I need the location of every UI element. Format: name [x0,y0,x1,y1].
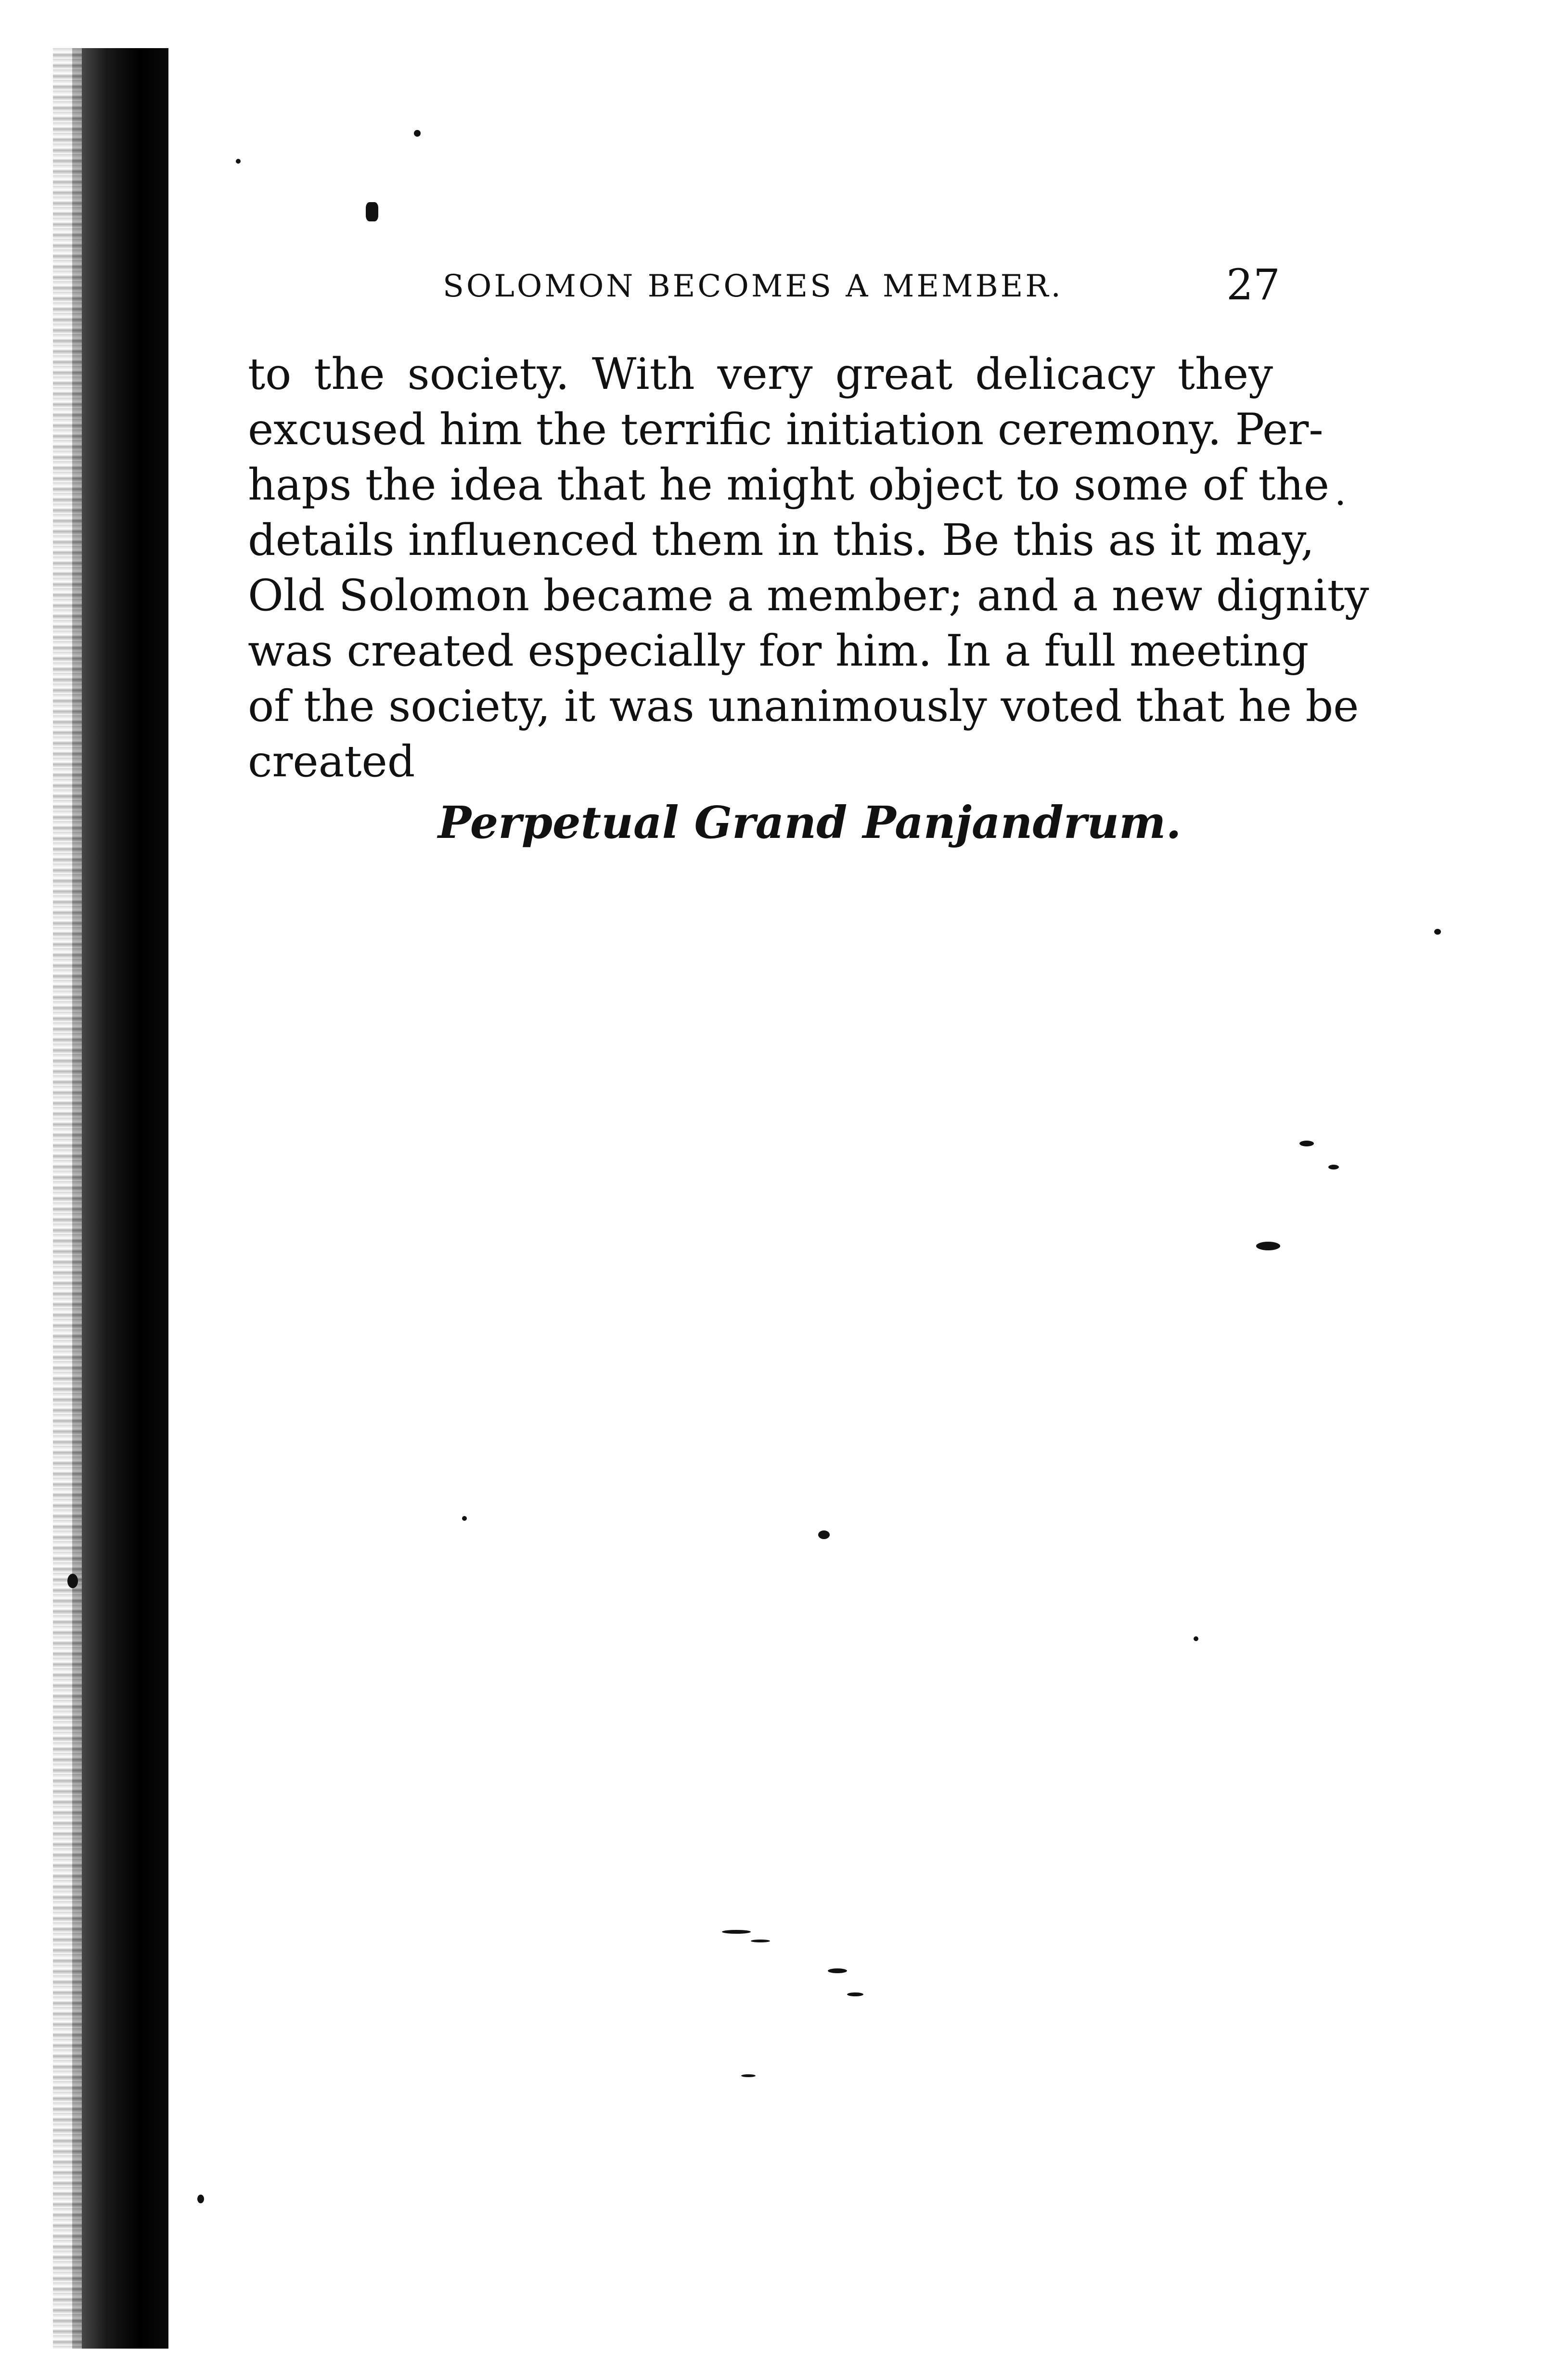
running-title: SOLOMON BECOMES A MEMBER. [443,269,1063,304]
scan-speck [1299,1141,1314,1146]
honorific-title: Perpetual Grand Panjandrum. [438,797,1182,848]
binding-edge [72,48,168,2349]
text-line: details influenced them in this. Be this as it may, [248,515,1315,565]
scan-speck [1328,1165,1339,1169]
scan-speck [741,2074,756,2077]
text-line: Old Solomon became a member; and a new dignity [248,570,1369,621]
scan-speck [462,1516,467,1521]
scan-speck [751,1940,770,1942]
text-line: was created especially for him. In a full meeting [248,626,1309,676]
body-paragraph [248,347,1369,789]
running-head [443,260,1280,313]
scan-speck [236,159,241,164]
scan-speck [366,202,378,221]
scan-speck [847,1992,863,1996]
page-number: 27 [1226,260,1280,309]
scan-speck [1434,929,1441,935]
text-line: haps the idea that he might object to some of the [248,460,1330,510]
text-line: created [248,736,415,787]
scan-speck [722,1930,751,1934]
scan-speck [197,2195,204,2203]
scan-speck [1256,1242,1280,1250]
scan-speck [828,1968,847,1973]
scan-speck [1338,501,1343,505]
text-line: to the society. With very great delicacy they [248,349,1273,399]
scan-speck [67,1574,78,1588]
scan-speck [818,1530,830,1539]
text-line: of the society, it was unanimously voted that he be [248,681,1359,732]
scan-speck [1194,1636,1198,1641]
text-line: excused him the terrific initiation ceremony. Per- [248,404,1324,455]
scan-speck [414,130,421,137]
